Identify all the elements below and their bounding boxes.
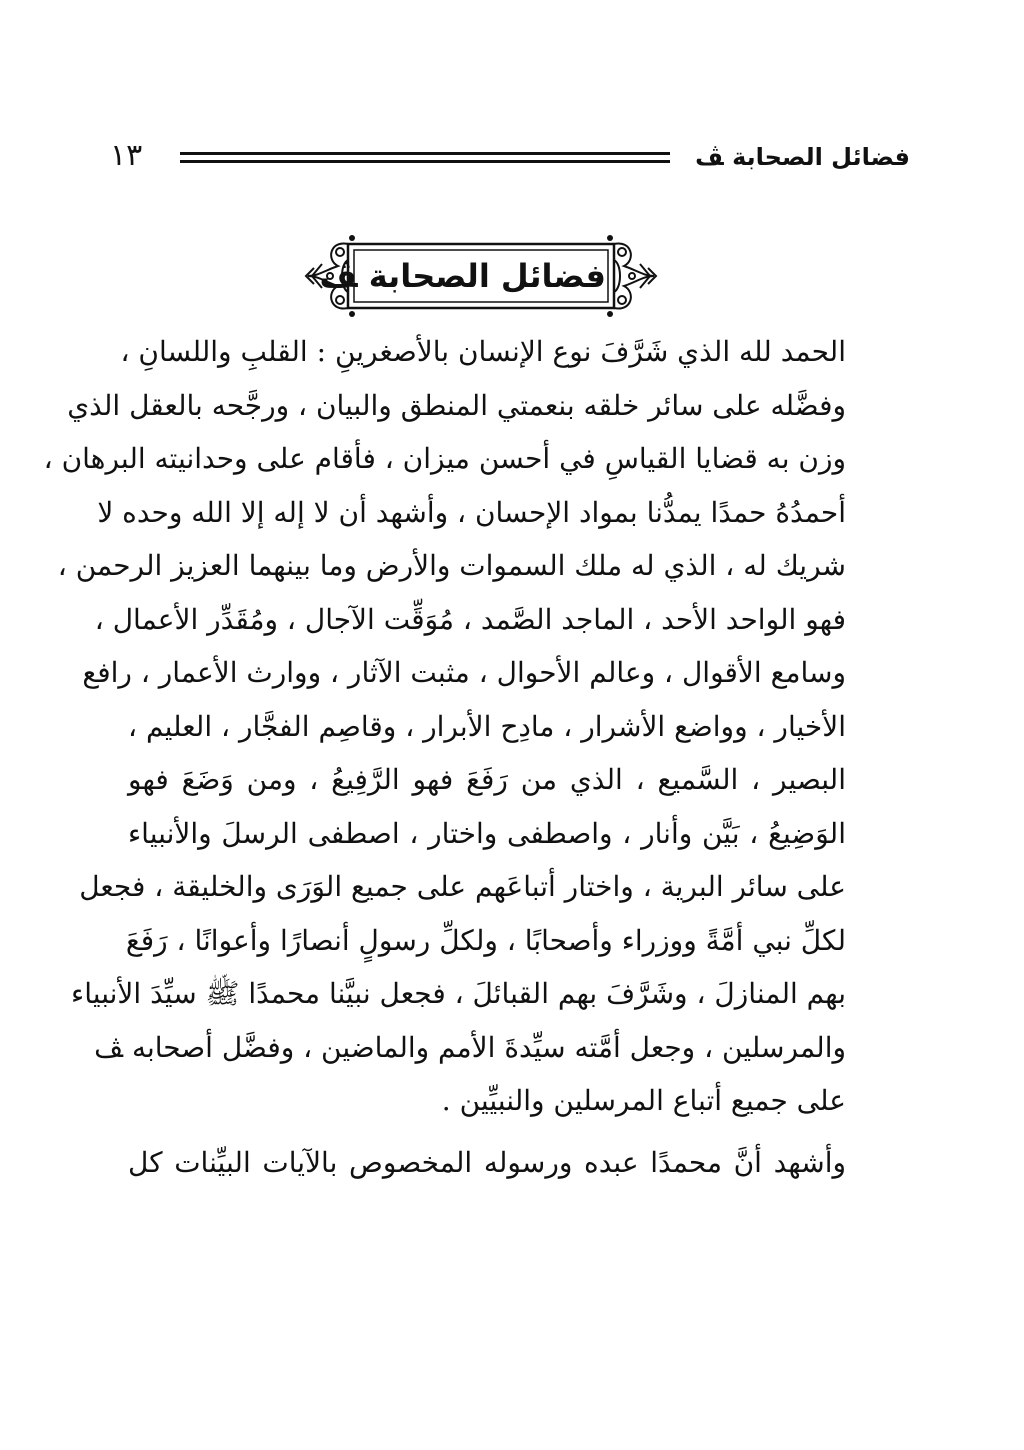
text-line: الأخيار ، وواضع الأشرار ، مادِح الأبرار ، وقاصِم الفجَّار ، العليم ، — [128, 709, 846, 743]
paragraph-2 — [128, 1136, 846, 1190]
text-line: وأشهد أنَّ محمدًا عبده ورسوله المخصوص بالآيات البيِّنات كل — [128, 1145, 846, 1179]
text-line: والمرسلين ، وجعل أمَّته سيِّدةَ الأمم والماضين ، وفضَّل أصحابه ﭫ — [94, 1030, 846, 1064]
text-line: وزن به قضايا القياسِ في أحسن ميزان ، فأقام على وحدانيته البرهان ، — [43, 442, 846, 475]
chapter-title: فضائل الصحابة ﭫ — [319, 257, 606, 295]
text-line: البصير ، السَّميع ، الذي من رَفَعَ فهو الرَّفِيعُ ، ومن وَضَعَ فهو — [128, 763, 846, 796]
header-rule-line-top — [180, 152, 670, 155]
header-rule-line-bottom — [180, 160, 670, 163]
text-line: على جميع أتباع المرسلين والنبيِّين . — [441, 1084, 846, 1117]
text-line: فهو الواحد الأحد ، الماجد الصَّمد ، مُوَقِّت الآجال ، ومُقَدِّر الأعمال ، — [94, 602, 846, 636]
running-title: فضائل الصحابة ﭫ — [695, 143, 910, 171]
header-double-rule — [180, 152, 670, 164]
text-line: أحمدُهُ حمدًا يمدُّنا بمواد الإحسان ، وأشهد أن لا إله إلا الله وحده لا — [97, 495, 846, 529]
page-number: ١٣ — [110, 138, 143, 173]
text-line: شريك له ، الذي له ملك السموات والأرض وما بينهما العزيز الرحمن ، — [57, 549, 846, 582]
running-header — [110, 138, 910, 182]
paragraph-1 — [43, 325, 846, 1128]
text-line: على سائر البرية ، واختار أتباعَهم على جميع الوَرَى والخليقة ، فجعل — [79, 870, 846, 903]
body-text — [43, 325, 846, 1189]
chapter-title-frame — [300, 230, 662, 322]
text-line: وسامع الأقوال ، وعالم الأحوال ، مثبت الآثار ، ووارث الأعمار ، رافع — [82, 656, 846, 689]
text-line: بهم المنازلَ ، وشَرَّفَ بهم القبائلَ ، فجعل نبيَّنا محمدًا ﷺ سيِّدَ الأنبياء — [71, 977, 846, 1010]
text-line: لكلِّ نبي أمَّةً ووزراء وأصحابًا ، ولكلِّ رسولٍ أنصارًا وأعوانًا ، رَفَعَ — [125, 923, 846, 957]
text-line: الوَضِيعُ ، بَيَّن وأنار ، واصطفى واختار ، اصطفى الرسلَ والأنبياء — [128, 816, 846, 850]
text-line: وفضَّله على سائر خلقه بنعمتي المنطق والبيان ، ورجَّحه بالعقل الذي — [67, 388, 846, 422]
text-line: الحمد لله الذي شَرَّفَ نوع الإنسان بالأصغرينِ : القلبِ واللسانِ ، — [120, 335, 846, 368]
